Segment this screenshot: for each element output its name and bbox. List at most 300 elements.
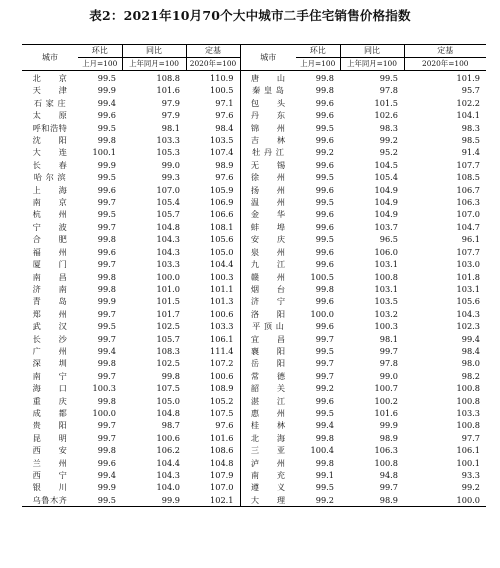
right-city-name: 安 庆	[240, 233, 296, 245]
table-row	[22, 457, 486, 469]
right-mom-value: 99.5	[315, 234, 334, 245]
left-yoy-value: 108.3	[156, 345, 180, 356]
table-row	[22, 246, 486, 258]
left-city-name: 郑 州	[32, 308, 68, 319]
left-mom-value: 99.4	[97, 345, 116, 356]
left-fixed-value: 100.5	[210, 85, 234, 96]
left-fixed-value: 97.6	[215, 420, 234, 431]
left-city-name: 杭 州	[32, 209, 68, 220]
left-yoy-value: 104.8	[156, 221, 180, 232]
table-row	[22, 308, 486, 320]
right-fixed-value: 100.8	[456, 420, 480, 431]
left-city-name: 深 圳	[32, 358, 68, 369]
right-mom-value: 99.2	[315, 383, 334, 394]
right-city-name: 赣 州	[240, 271, 296, 283]
right-yoy-value: 99.0	[379, 370, 398, 381]
left-mom-value: 99.7	[97, 432, 116, 443]
left-mom-value: 99.7	[97, 308, 116, 319]
left-city-name: 北 京	[32, 73, 68, 83]
left-yoy-value: 100.0	[156, 271, 180, 282]
left-city-name: 天 津	[32, 85, 68, 96]
left-yoy-value: 103.3	[156, 135, 180, 146]
right-mom-value: 99.5	[315, 172, 334, 183]
left-mom-value: 99.7	[97, 333, 116, 344]
right-mom-value: 99.6	[315, 97, 334, 108]
right-fixed-value: 105.6	[456, 296, 480, 307]
right-yoy-value: 105.4	[374, 172, 398, 183]
left-city-name: 大 连	[32, 147, 68, 158]
right-city-name: 扬 州	[240, 184, 296, 196]
left-fixed-value: 98.4	[215, 122, 234, 133]
right-city-name: 包 头	[240, 97, 296, 109]
left-mom-value: 99.8	[97, 358, 116, 369]
table-row	[22, 345, 486, 357]
left-yoy-value: 101.0	[156, 283, 180, 294]
left-city-name: 南 宁	[32, 370, 68, 381]
right-yoy-value: 102.6	[374, 110, 398, 121]
right-yoy-value: 101.6	[374, 407, 398, 418]
right-mom-value: 99.8	[315, 283, 334, 294]
right-city-name: 无 锡	[240, 159, 296, 171]
table-row	[22, 233, 486, 245]
right-mom-value: 99.5	[315, 197, 334, 208]
right-city-name: 岳 阳	[240, 357, 296, 369]
left-mom-value: 99.7	[97, 420, 116, 431]
left-yoy-value: 104.3	[156, 470, 180, 480]
header-fixed-right: 定基	[404, 45, 486, 58]
right-fixed-value: 91.4	[461, 147, 480, 158]
left-city-name: 西 安	[32, 445, 68, 456]
right-fixed-value: 98.2	[461, 370, 480, 381]
table-row	[22, 432, 486, 444]
header-city-left: 城市	[22, 45, 78, 71]
left-fixed-value: 97.6	[215, 110, 234, 121]
left-mom-value: 99.5	[97, 209, 116, 220]
left-fixed-value: 107.0	[210, 482, 234, 493]
left-city-name: 石 家 庄	[33, 97, 67, 108]
right-mom-value: 99.8	[315, 73, 334, 83]
table-row	[22, 184, 486, 196]
left-city-name: 南 昌	[32, 271, 68, 282]
left-city-name: 厦 门	[32, 259, 68, 270]
left-city-name: 长 沙	[32, 333, 68, 344]
right-city-name: 烟 台	[240, 283, 296, 295]
right-yoy-value: 104.5	[374, 159, 398, 170]
right-fixed-value: 100.8	[456, 395, 480, 406]
table-row	[22, 444, 486, 456]
right-fixed-value: 104.1	[456, 110, 480, 121]
header-fixed-left: 定基	[186, 45, 240, 58]
left-mom-value: 99.8	[97, 271, 116, 282]
left-yoy-value: 104.3	[156, 234, 180, 245]
left-fixed-value: 104.8	[210, 457, 234, 468]
table-row	[22, 97, 486, 109]
header-fixed-base-left: 2020年=100	[186, 58, 240, 71]
left-mom-value: 100.1	[92, 147, 116, 158]
left-city-name: 济 南	[32, 283, 68, 294]
right-city-name: 韶 关	[240, 382, 296, 394]
right-fixed-value: 106.3	[456, 197, 480, 208]
right-mom-value: 99.5	[315, 122, 334, 133]
left-mom-value: 100.0	[92, 407, 116, 418]
table-row	[22, 333, 486, 345]
table-row	[22, 469, 486, 481]
right-city-name: 九 江	[240, 258, 296, 270]
table-header	[22, 45, 486, 71]
right-mom-value: 99.1	[315, 470, 334, 480]
right-mom-value: 99.6	[315, 395, 334, 406]
left-fixed-value: 100.6	[210, 308, 234, 319]
right-yoy-value: 100.8	[374, 457, 398, 468]
left-fixed-value: 111.4	[210, 345, 234, 356]
left-fixed-value: 106.9	[210, 197, 234, 208]
right-city-name: 温 州	[240, 196, 296, 208]
right-mom-value: 99.6	[315, 221, 334, 232]
left-mom-value: 99.9	[97, 296, 116, 307]
right-yoy-value: 99.5	[379, 73, 398, 83]
left-yoy-value: 97.9	[161, 97, 180, 108]
left-mom-value: 99.5	[97, 172, 116, 183]
right-fixed-value: 103.0	[456, 259, 480, 270]
right-yoy-value: 100.3	[374, 321, 398, 332]
left-fixed-value: 98.9	[215, 159, 234, 170]
table-row	[22, 109, 486, 121]
right-fixed-value: 97.7	[461, 432, 480, 443]
right-mom-value: 99.6	[315, 259, 334, 270]
left-fixed-value: 106.6	[210, 209, 234, 220]
right-mom-value: 99.6	[315, 184, 334, 195]
left-fixed-value: 101.1	[210, 283, 234, 294]
right-city-name: 惠 州	[240, 407, 296, 419]
right-city-name: 徐 州	[240, 171, 296, 183]
right-yoy-value: 103.7	[374, 221, 398, 232]
right-mom-value: 99.2	[296, 494, 340, 507]
right-fixed-value: 108.5	[456, 172, 480, 183]
right-yoy-value: 103.1	[374, 259, 398, 270]
right-yoy-value: 95.2	[379, 147, 398, 158]
left-city-name: 福 州	[32, 246, 68, 257]
left-yoy-value: 101.5	[156, 296, 180, 307]
left-yoy-value: 99.8	[161, 370, 180, 381]
right-mom-value: 99.7	[315, 333, 334, 344]
table-row	[22, 221, 486, 233]
right-mom-value: 100.4	[310, 445, 334, 456]
right-fixed-value: 98.3	[461, 122, 480, 133]
left-fixed-value: 107.4	[210, 147, 234, 158]
right-city-name: 桂 林	[240, 419, 296, 431]
table-row	[22, 134, 486, 146]
right-fixed-value: 100.8	[456, 383, 480, 394]
table-row	[22, 370, 486, 382]
left-mom-value: 99.5	[97, 321, 116, 332]
left-city-name: 广 州	[32, 345, 68, 356]
right-fixed-value: 104.7	[456, 221, 480, 232]
right-city-name: 锦 州	[240, 122, 296, 134]
right-mom-value: 99.5	[315, 345, 334, 356]
left-yoy-value: 99.3	[161, 172, 180, 183]
right-yoy-value: 103.5	[374, 296, 398, 307]
right-city-name: 唐 山	[240, 71, 296, 85]
right-city-name: 秦 皇 岛	[240, 84, 296, 96]
left-yoy-value: 99.9	[122, 494, 186, 507]
left-mom-value: 99.5	[97, 122, 116, 133]
right-yoy-value: 103.1	[374, 283, 398, 294]
left-city-name: 西 宁	[32, 470, 68, 480]
right-city-name: 金 华	[240, 208, 296, 220]
right-mom-value: 99.7	[315, 358, 334, 369]
right-yoy-value: 99.7	[379, 345, 398, 356]
right-fixed-value: 98.5	[461, 135, 480, 146]
right-city-name: 宜 昌	[240, 333, 296, 345]
table-row	[22, 258, 486, 270]
right-yoy-value: 98.3	[379, 122, 398, 133]
table-row	[22, 357, 486, 369]
right-fixed-value: 107.7	[456, 246, 480, 257]
left-fixed-value: 107.2	[210, 358, 234, 369]
left-yoy-value: 99.0	[161, 159, 180, 170]
right-mom-value: 99.5	[315, 482, 334, 493]
left-yoy-value: 105.4	[156, 197, 180, 208]
right-fixed-value: 101.8	[456, 271, 480, 282]
right-fixed-value: 102.2	[456, 97, 480, 108]
left-city-name: 长 春	[32, 159, 68, 170]
right-mom-value: 99.8	[315, 457, 334, 468]
left-fixed-value: 100.6	[210, 370, 234, 381]
left-mom-value: 99.8	[97, 234, 116, 245]
left-fixed-value: 106.1	[210, 333, 234, 344]
header-yoy-left: 同比	[122, 45, 186, 58]
table-row	[22, 159, 486, 171]
right-fixed-value: 98.0	[461, 358, 480, 369]
right-yoy-value: 101.5	[374, 97, 398, 108]
right-mom-value: 99.6	[315, 159, 334, 170]
left-fixed-value: 101.3	[210, 296, 234, 307]
right-yoy-value: 98.9	[340, 494, 404, 507]
left-city-name: 乌鲁木齐	[22, 494, 78, 507]
table-row	[22, 320, 486, 332]
left-mom-value: 99.6	[97, 184, 116, 195]
left-mom-value: 99.8	[97, 445, 116, 456]
left-yoy-value: 104.4	[156, 457, 180, 468]
table-row	[22, 419, 486, 431]
right-fixed-value: 102.3	[456, 321, 480, 332]
left-mom-value: 99.9	[97, 159, 116, 170]
table-row	[22, 283, 486, 295]
right-city-name: 济 宁	[240, 295, 296, 307]
right-mom-value: 99.6	[315, 296, 334, 307]
right-city-name: 泉 州	[240, 246, 296, 258]
left-mom-value: 99.9	[97, 85, 116, 96]
right-fixed-value: 98.4	[461, 345, 480, 356]
left-city-name: 银 川	[32, 482, 68, 493]
left-yoy-value: 98.1	[161, 122, 180, 133]
right-fixed-value: 106.7	[456, 184, 480, 195]
right-mom-value: 99.4	[315, 420, 334, 431]
left-fixed-value: 104.4	[210, 259, 234, 270]
right-yoy-value: 100.8	[374, 271, 398, 282]
right-yoy-value: 104.9	[374, 184, 398, 195]
left-fixed-value: 102.1	[186, 494, 240, 507]
right-mom-value: 99.8	[315, 85, 334, 96]
right-yoy-value: 99.2	[379, 135, 398, 146]
left-mom-value: 99.5	[97, 73, 116, 83]
left-fixed-value: 105.6	[210, 234, 234, 245]
right-city-name: 牡 丹 江	[240, 146, 296, 158]
left-yoy-value: 105.7	[156, 209, 180, 220]
left-mom-value: 99.7	[97, 259, 116, 270]
left-mom-value: 99.7	[97, 197, 116, 208]
table-row	[22, 71, 486, 85]
right-fixed-value: 104.3	[456, 308, 480, 319]
table-row	[22, 122, 486, 134]
right-city-name: 平 顶 山	[240, 320, 296, 332]
right-mom-value: 99.6	[315, 321, 334, 332]
left-fixed-value: 108.1	[210, 221, 234, 232]
left-fixed-value: 108.9	[210, 383, 234, 394]
right-mom-value: 99.7	[315, 370, 334, 381]
table-body	[22, 71, 486, 507]
left-yoy-value: 97.9	[161, 110, 180, 121]
left-fixed-value: 107.9	[210, 470, 234, 480]
left-fixed-value: 105.2	[210, 395, 234, 406]
right-city-name: 泸 州	[240, 457, 296, 469]
right-yoy-value: 98.1	[379, 333, 398, 344]
header-mom-base-right: 上月=100	[296, 58, 340, 71]
left-yoy-value: 104.3	[156, 246, 180, 257]
right-mom-value: 99.8	[315, 432, 334, 443]
left-city-name: 上 海	[32, 184, 68, 195]
right-yoy-value: 97.8	[379, 358, 398, 369]
right-fixed-value: 107.0	[456, 209, 480, 220]
right-city-name: 遵 义	[240, 481, 296, 493]
left-city-name: 贵 阳	[32, 420, 68, 431]
right-yoy-value: 96.5	[379, 234, 398, 245]
table-row	[22, 494, 486, 507]
right-mom-value: 99.6	[315, 135, 334, 146]
header-mom-right: 环比	[296, 45, 340, 58]
right-mom-value: 99.6	[315, 209, 334, 220]
right-city-name: 湛 江	[240, 395, 296, 407]
right-fixed-value: 107.7	[456, 159, 480, 170]
table-row	[22, 481, 486, 493]
right-mom-value: 100.5	[310, 271, 334, 282]
left-yoy-value: 108.8	[156, 73, 180, 83]
right-yoy-value: 104.9	[374, 209, 398, 220]
left-yoy-value: 105.3	[156, 147, 180, 158]
left-city-name: 太 原	[32, 110, 68, 121]
table-row	[22, 208, 486, 220]
left-yoy-value: 107.0	[156, 184, 180, 195]
left-fixed-value: 103.5	[210, 135, 234, 146]
left-city-name: 南 京	[32, 197, 68, 208]
header-yoy-base-left: 上年同月=100	[122, 58, 186, 71]
left-mom-value: 99.9	[97, 482, 116, 493]
right-fixed-value: 95.7	[461, 85, 480, 96]
left-mom-value: 99.6	[97, 110, 116, 121]
left-city-name: 沈 阳	[32, 135, 68, 146]
table-row	[22, 271, 486, 283]
left-mom-value: 99.4	[97, 97, 116, 108]
right-city-name: 蚌 埠	[240, 221, 296, 233]
right-yoy-value: 104.9	[374, 197, 398, 208]
left-city-name: 昆 明	[32, 432, 68, 443]
left-yoy-value: 102.5	[156, 321, 180, 332]
left-yoy-value: 104.0	[156, 482, 180, 493]
right-mom-value: 99.6	[315, 110, 334, 121]
left-mom-value: 99.7	[97, 221, 116, 232]
left-yoy-value: 107.5	[156, 383, 180, 394]
left-city-name: 兰 州	[32, 457, 68, 468]
header-city-right: 城市	[240, 45, 296, 71]
right-fixed-value: 93.3	[461, 470, 480, 480]
table-row	[22, 196, 486, 208]
right-yoy-value: 98.9	[379, 432, 398, 443]
left-yoy-value: 100.6	[156, 432, 180, 443]
left-city-name: 重 庆	[32, 395, 68, 406]
left-mom-value: 99.6	[97, 246, 116, 257]
left-city-name: 成 都	[32, 407, 68, 418]
right-fixed-value: 99.2	[461, 482, 480, 493]
right-yoy-value: 100.2	[374, 395, 398, 406]
left-fixed-value: 101.6	[210, 432, 234, 443]
left-fixed-value: 100.3	[210, 271, 234, 282]
header-mom-base-left: 上月=100	[78, 58, 122, 71]
right-city-name: 襄 阳	[240, 345, 296, 357]
table-row	[22, 84, 486, 96]
left-mom-value: 100.3	[92, 383, 116, 394]
right-city-name: 常 德	[240, 370, 296, 382]
table-row	[22, 146, 486, 158]
right-mom-value: 99.5	[315, 407, 334, 418]
left-fixed-value: 107.5	[210, 407, 234, 418]
left-mom-value: 99.4	[97, 470, 116, 480]
right-mom-value: 99.2	[315, 147, 334, 158]
left-fixed-value: 110.9	[210, 73, 234, 83]
left-mom-value: 99.6	[97, 457, 116, 468]
right-yoy-value: 106.3	[374, 445, 398, 456]
right-city-name: 南 充	[240, 469, 296, 481]
left-yoy-value: 105.0	[156, 395, 180, 406]
left-mom-value: 99.8	[97, 135, 116, 146]
left-yoy-value: 106.2	[156, 445, 180, 456]
right-city-name: 洛 阳	[240, 308, 296, 320]
left-fixed-value: 108.6	[210, 445, 234, 456]
right-fixed-value: 101.9	[456, 73, 480, 83]
left-mom-value: 99.7	[97, 370, 116, 381]
left-mom-value: 99.8	[97, 283, 116, 294]
left-fixed-value: 97.1	[215, 97, 234, 108]
header-yoy-base-right: 上年同月=100	[340, 58, 404, 71]
right-yoy-value: 103.2	[374, 308, 398, 319]
right-city-name: 三 亚	[240, 444, 296, 456]
left-city-name: 哈 尔 滨	[33, 172, 67, 183]
header-yoy-right: 同比	[340, 45, 404, 58]
right-fixed-value: 103.1	[456, 283, 480, 294]
right-yoy-value: 100.7	[374, 383, 398, 394]
price-index-table	[22, 44, 486, 507]
right-city-name: 大 理	[240, 494, 296, 507]
left-mom-value: 99.5	[78, 494, 122, 507]
table-row	[22, 382, 486, 394]
right-mom-value: 99.6	[315, 246, 334, 257]
table-row	[22, 395, 486, 407]
left-yoy-value: 105.7	[156, 333, 180, 344]
table-row	[22, 407, 486, 419]
header-fixed-base-right: 2020年=100	[404, 58, 486, 71]
left-yoy-value: 104.8	[156, 407, 180, 418]
left-city-name: 合 肥	[32, 234, 68, 245]
left-fixed-value: 97.6	[215, 172, 234, 183]
